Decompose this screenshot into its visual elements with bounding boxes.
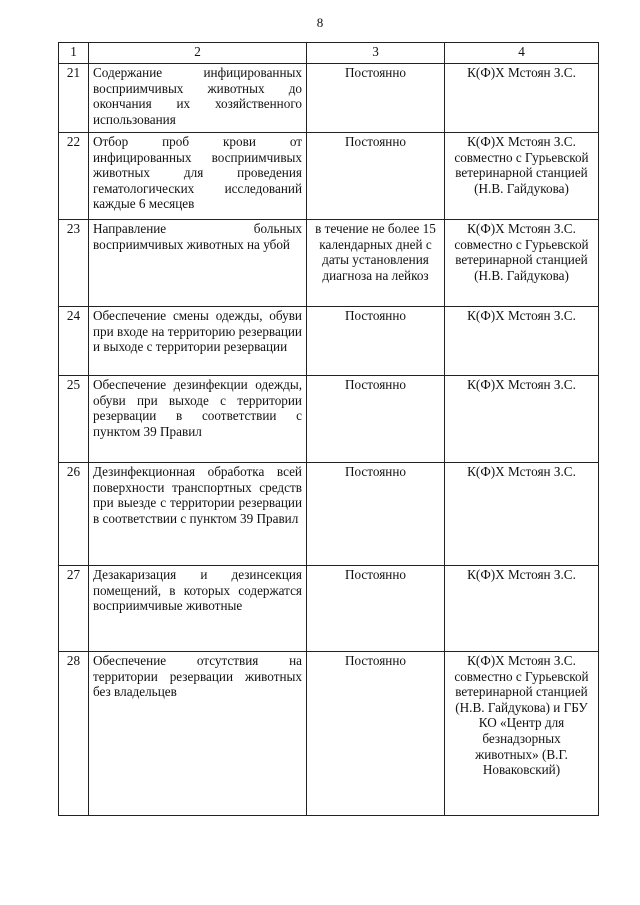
measure-cell: Обеспечение отсутствия на территории резервации животных без владельцев [89, 652, 307, 816]
term-cell: Постоянно [307, 463, 445, 566]
measures-table [58, 42, 599, 816]
row-number: 28 [59, 652, 89, 816]
column-header: 4 [445, 43, 599, 64]
responsible-cell: К(Ф)Х Мстоян З.С. совместно с Гурьевской ветеринарной станцией (Н.В. Гайдукова) [445, 133, 599, 220]
table-row [59, 463, 599, 566]
header-row [59, 43, 599, 64]
responsible-cell: К(Ф)Х Мстоян З.С. совместно с Гурьевской ветеринарной станцией (Н.В. Гайдукова) и ГБУ КО «Центр для безнадзорных животных» (В.Г. Новаковский) [445, 652, 599, 816]
measure-cell: Отбор проб крови от инфицированных восприимчивых животных для проведения гематологических исследований каждые 6 месяцев [89, 133, 307, 220]
page-number: 8 [316, 15, 324, 30]
row-number: 27 [59, 566, 89, 652]
row-number: 22 [59, 133, 89, 220]
measure-cell: Направление больных восприимчивых животных на убой [89, 220, 307, 307]
column-header: 2 [89, 43, 307, 64]
term-cell: Постоянно [307, 133, 445, 220]
row-number: 24 [59, 307, 89, 376]
row-number: 25 [59, 376, 89, 463]
term-cell: Постоянно [307, 652, 445, 816]
term-cell: Постоянно [307, 307, 445, 376]
term-cell: в течение не более 15 календарных дней с даты установления диагноза на лейкоз [307, 220, 445, 307]
responsible-cell: К(Ф)Х Мстоян З.С. [445, 566, 599, 652]
table-row [59, 566, 599, 652]
measure-cell: Обеспечение дезинфекции одежды, обуви при выходе с территории резервации в соответствии с пунктом 39 Правил [89, 376, 307, 463]
table-row [59, 64, 599, 133]
term-cell: Постоянно [307, 64, 445, 133]
column-header: 1 [59, 43, 89, 64]
responsible-cell: К(Ф)Х Мстоян З.С. [445, 463, 599, 566]
row-number: 26 [59, 463, 89, 566]
measure-cell: Дезакаризация и дезинсекция помещений, в которых содержатся восприимчивые животные [89, 566, 307, 652]
column-header: 3 [307, 43, 445, 64]
term-cell: Постоянно [307, 376, 445, 463]
responsible-cell: К(Ф)Х Мстоян З.С. [445, 376, 599, 463]
table-row [59, 376, 599, 463]
measure-cell: Обеспечение смены одежды, обуви при входе на территорию резервации и выходе с территории резервации [89, 307, 307, 376]
row-number: 21 [59, 64, 89, 133]
responsible-cell: К(Ф)Х Мстоян З.С. [445, 64, 599, 133]
table-row [59, 307, 599, 376]
term-cell: Постоянно [307, 566, 445, 652]
responsible-cell: К(Ф)Х Мстоян З.С. совместно с Гурьевской ветеринарной станцией (Н.В. Гайдукова) [445, 220, 599, 307]
measure-cell: Дезинфекционная обработка всей поверхности транспортных средств при выезде с территории резервации в соответствии с пунктом 39 Правил [89, 463, 307, 566]
responsible-cell: К(Ф)Х Мстоян З.С. [445, 307, 599, 376]
table-row [59, 652, 599, 816]
table-row [59, 220, 599, 307]
measure-cell: Содержание инфицированных восприимчивых животных до окончания их хозяйственного использования [89, 64, 307, 133]
row-number: 23 [59, 220, 89, 307]
table-row [59, 133, 599, 220]
